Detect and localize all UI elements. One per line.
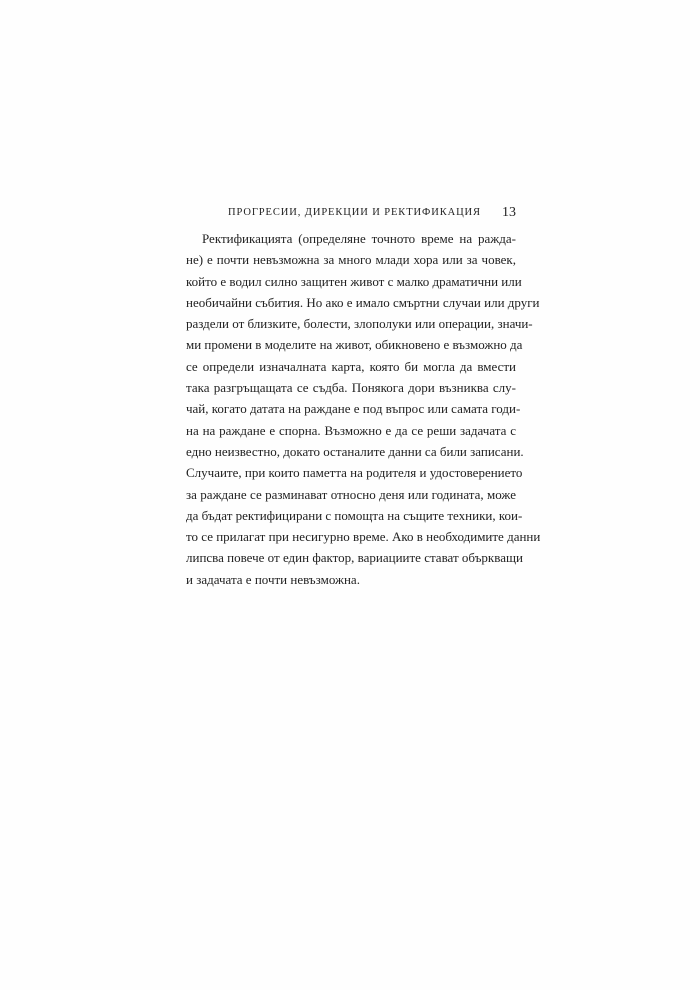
text-line: необичайни събития. Но ако е имало смъртни случаи или други — [186, 294, 540, 310]
text-line: Ректификацията (определяне точното време на ражда- — [202, 231, 516, 246]
running-header — [186, 203, 516, 223]
text-line: Случаите, при които паметта на родителя и удостоверението — [186, 465, 523, 481]
text-line: раздели от близките, болести, злополуки или операции, значи- — [186, 316, 533, 332]
text-line: не) е почти невъзможна за много млади хора или за човек, — [186, 252, 516, 268]
text-line: то се прилагат при несигурно време. Ако в необходимите данни — [186, 529, 541, 545]
text-line: който е водил силно защитен живот с малко драматични или — [186, 273, 522, 289]
text-line: ми промени в моделите на живот, обикновено е възможно да — [186, 337, 523, 353]
text-line: за раждане се разминават относно деня или годината, може — [186, 486, 516, 502]
body-paragraph — [186, 228, 541, 590]
text-line: да бъдат ректифицирани с помощта на същите техники, кои- — [186, 507, 523, 523]
text-line: на на раждане е спорна. Възможно е да се реши задачата с — [186, 422, 516, 438]
text-line: чай, когато датата на раждане е под въпрос или самата годи- — [186, 401, 521, 417]
text-line: така разгръщащата се съдба. Понякога дори възниква слу- — [186, 380, 516, 396]
running-title: ПРОГРЕСИИ, ДИРЕКЦИИ И РЕКТИФИКАЦИЯ — [228, 207, 481, 218]
text-line: липсва повече от един фактор, вариациите стават объркващи — [186, 550, 523, 566]
page-number: 13 — [502, 205, 516, 220]
text-line: и задачата е почти невъзможна. — [186, 571, 360, 587]
text-line: едно неизвестно, докато останалите данни са били записани. — [186, 443, 524, 459]
text-line: се определи изначалната карта, която би могла да вмести — [186, 358, 516, 374]
